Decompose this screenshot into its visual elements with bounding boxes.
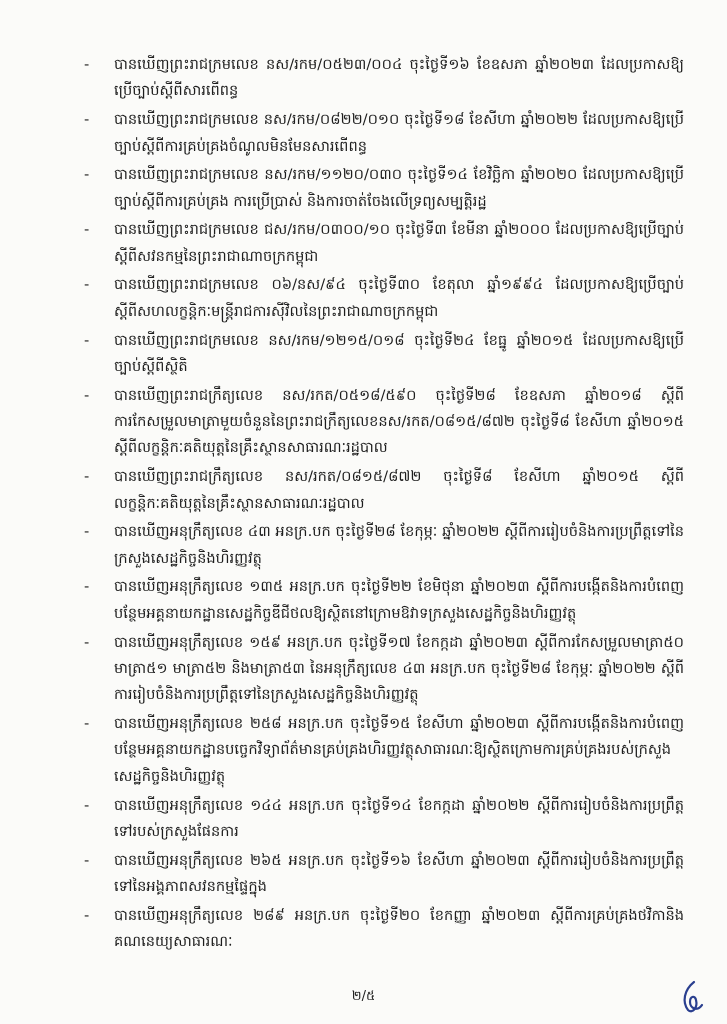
bullet-dash: - (84, 578, 90, 596)
page-number: ២/៥ (351, 989, 376, 1004)
bullet-dash: - (84, 276, 90, 294)
handwritten-initial (680, 978, 706, 1016)
list-item (84, 848, 684, 901)
list-item-text: បានឃើញព្រះរាជក្រមលេខ នស/រកម/០៥២៣/០០៤ ចុះថ្ងៃទី១៦ ខែឧសភា ឆ្នាំ២០២៣ ដែលប្រកាសឱ្យប្រើច្បាប់ស្តីពីសារពើពន្ធ (114, 56, 684, 100)
bullet-dash: - (84, 468, 90, 486)
list-item-text: បានឃើញព្រះរាជក្រមលេខ នស/រកម/១១២០/០៣០ ចុះថ្ងៃទី១៤ ខែវិច្ឆិកា ឆ្នាំ២០២០ ដែលប្រកាសឱ្យប្រើច្បាប់ស្តីពីការគ្រប់គ្រង ការប្រើប្រាស់ និងការចាត់ចែងលើទ្រព្យសម្បត្តិរដ្ឋ (114, 166, 684, 210)
bullet-dash: - (84, 166, 90, 184)
list-item (84, 383, 684, 462)
list-item-text: បានឃើញព្រះរាជក្រមលេខ នស/រកម/០៨២២/០១០ ចុះថ្ងៃទី១៨ ខែសីហា ឆ្នាំ២០២២ ដែលប្រកាសឱ្យប្រើច្បាប់ស្តីពីការគ្រប់គ្រងចំណូលមិនមែនសារពើពន្ធ (114, 111, 684, 155)
list-item (84, 162, 684, 215)
list-item-text: បានឃើញអនុក្រឹត្យលេខ ១៤៤ អនក្រ.បក ចុះថ្ងៃទី១៤ ខែកក្កដា ឆ្នាំ២០២២ ស្តីពីការរៀបចំនិងការប្រព្រឹត្តទៅរបស់ក្រសួងផែនការ (114, 796, 684, 840)
legal-reference-list (84, 52, 684, 958)
list-item (84, 107, 684, 160)
list-item (84, 217, 684, 270)
bullet-dash: - (84, 523, 90, 541)
list-item-text: បានឃើញអនុក្រឹត្យលេខ ៤៣ អនក្រ.បក ចុះថ្ងៃទី២៨ ខែកុម្ភៈ ឆ្នាំ២០២២ ស្តីពីការរៀបចំនិងការប្រព្រឹត្តទៅនៃក្រសួងសេដ្ឋកិច្ចនិងហិរញ្ញវត្ថុ (114, 523, 684, 567)
list-item (84, 519, 684, 572)
list-item (84, 328, 684, 381)
list-item (84, 574, 684, 627)
bullet-dash: - (84, 851, 90, 869)
list-item-text: បានឃើញព្រះរាជក្រឹត្យលេខ នស/រកត/០៥១៨/៥៩០ ចុះថ្ងៃទី២៨ ខែឧសភា ឆ្នាំ២០១៨ ស្តីពីការកែសម្រួលមាត្រាមួយចំនួននៃព្រះរាជក្រឹត្យលេខនស/រកត/០៨១៥/៨៧២ ចុះថ្ងៃទី៨ ខែសីហា ឆ្នាំ២០១៥ ស្តីពីលក្ខន្តិកៈគតិយុត្តនៃគ្រឹះស្ថានសាធារណៈរដ្ឋបាល (114, 386, 684, 457)
list-item (84, 464, 684, 517)
list-item-text: បានឃើញអនុក្រឹត្យលេខ ១៥៩ អនក្រ.បក ចុះថ្ងៃទី១៧ ខែកក្កដា ឆ្នាំ២០២៣ ស្តីពីការកែសម្រួលមាត្រា៥០ មាត្រា៥១ មាត្រា៥២ និងមាត្រា៥៣ នៃអនុក្រឹត្យលេខ ៤៣ អនក្រ.បក ចុះថ្ងៃទី២៨ ខែកុម្ភៈ ឆ្នាំ២០២២ ស្តីពីការរៀបចំនិងការប្រព្រឹត្តទៅនៃក្រសួងសេដ្ឋកិច្ចនិងហិរញ្ញវត្ថុ (114, 633, 684, 704)
list-item (84, 272, 684, 325)
list-item-text: បានឃើញព្រះរាជក្រមលេខ ០៦/នស/៩៤ ចុះថ្ងៃទី៣០ ខែតុលា ឆ្នាំ១៩៩៤ ដែលប្រកាសឱ្យប្រើច្បាប់ស្តីពីសហលក្ខន្តិកៈមន្ត្រីរាជការស៊ីវិលនៃព្រះរាជាណាចក្រកម្ពុជា (114, 276, 684, 320)
list-item-text: បានឃើញអនុក្រឹត្យលេខ ១៣៥ អនក្រ.បក ចុះថ្ងៃទី២២ ខែមិថុនា ឆ្នាំ២០២៣ ស្តីពីការបង្កើតនិងការបំពេញបន្ថែមអគ្គនាយកដ្ឋានសេដ្ឋកិច្ចឌីជីថលឱ្យស្ថិតនៅក្រោមឱវាទក្រសួងសេដ្ឋកិច្ចនិងហិរញ្ញវត្ថុ (114, 578, 684, 622)
list-item-text: បានឃើញព្រះរាជក្រមលេខ នស/រកម/១២១៥/០១៨ ចុះថ្ងៃទី២៤ ខែធ្នូ ឆ្នាំ២០១៥ ដែលប្រកាសឱ្យប្រើច្បាប់ស្តីពីស្ថិតិ (114, 331, 684, 375)
bullet-dash: - (84, 906, 90, 924)
bullet-dash: - (84, 56, 90, 73)
bullet-dash: - (84, 633, 90, 651)
list-item (84, 793, 684, 846)
list-item (84, 711, 684, 790)
bullet-dash: - (84, 111, 90, 129)
bullet-dash: - (84, 221, 90, 239)
bullet-dash: - (84, 331, 90, 349)
list-item (84, 903, 684, 956)
bullet-dash: - (84, 796, 90, 814)
list-item-text: បានឃើញអនុក្រឹត្យលេខ ២៦៥ អនក្រ.បក ចុះថ្ងៃទី១៦ ខែសីហា ឆ្នាំ២០២៣ ស្តីពីការរៀបចំនិងការប្រព្រឹត្តទៅនៃអង្គភាពសវនកម្មផ្ទៃក្នុង (114, 851, 684, 896)
list-item-text: បានឃើញអនុក្រឹត្យលេខ ២៨៩ អនក្រ.បក ចុះថ្ងៃទី២០ ខែកញ្ញា ឆ្នាំ២០២៣ ស្តីពីការគ្រប់គ្រងថវិកានិងគណនេយ្យសាធារណៈ (114, 906, 684, 951)
list-item (84, 52, 684, 105)
list-item (84, 630, 684, 709)
bullet-dash: - (84, 386, 90, 404)
list-item-text: បានឃើញព្រះរាជក្រមលេខ ជស/រកម/០៣០០/១០ ចុះថ្ងៃទី៣ ខែមីនា ឆ្នាំ២០០០ ដែលប្រកាសឱ្យប្រើច្បាប់ស្តីពីសវនកម្មនៃព្រះរាជាណាចក្រកម្ពុជា (114, 221, 684, 265)
bullet-dash: - (84, 715, 90, 733)
list-item-text: បានឃើញអនុក្រឹត្យលេខ ២៥៨ អនក្រ.បក ចុះថ្ងៃទី១៥ ខែសីហា ឆ្នាំ២០២៣ ស្តីពីការបង្កើតនិងការបំពេញបន្ថែមអគ្គនាយកដ្ឋានបច្ចេកវិទ្យាព័ត៌មានគ្រប់គ្រងហិរញ្ញវត្ថុសាធារណៈឱ្យស្ថិតក្រោមការគ្រប់គ្រងរបស់ក្រសួងសេដ្ឋកិច្ចនិងហិរញ្ញវត្ថុ (114, 715, 684, 785)
list-item-text: បានឃើញព្រះរាជក្រឹត្យលេខ នស/រកត/០៨១៥/៨៧២ ចុះថ្ងៃទី៨ ខែសីហា ឆ្នាំ២០១៥ ស្តីពីលក្ខន្តិកៈគតិយុត្តនៃគ្រឹះស្ថានសាធារណៈរដ្ឋបាល (114, 468, 684, 512)
